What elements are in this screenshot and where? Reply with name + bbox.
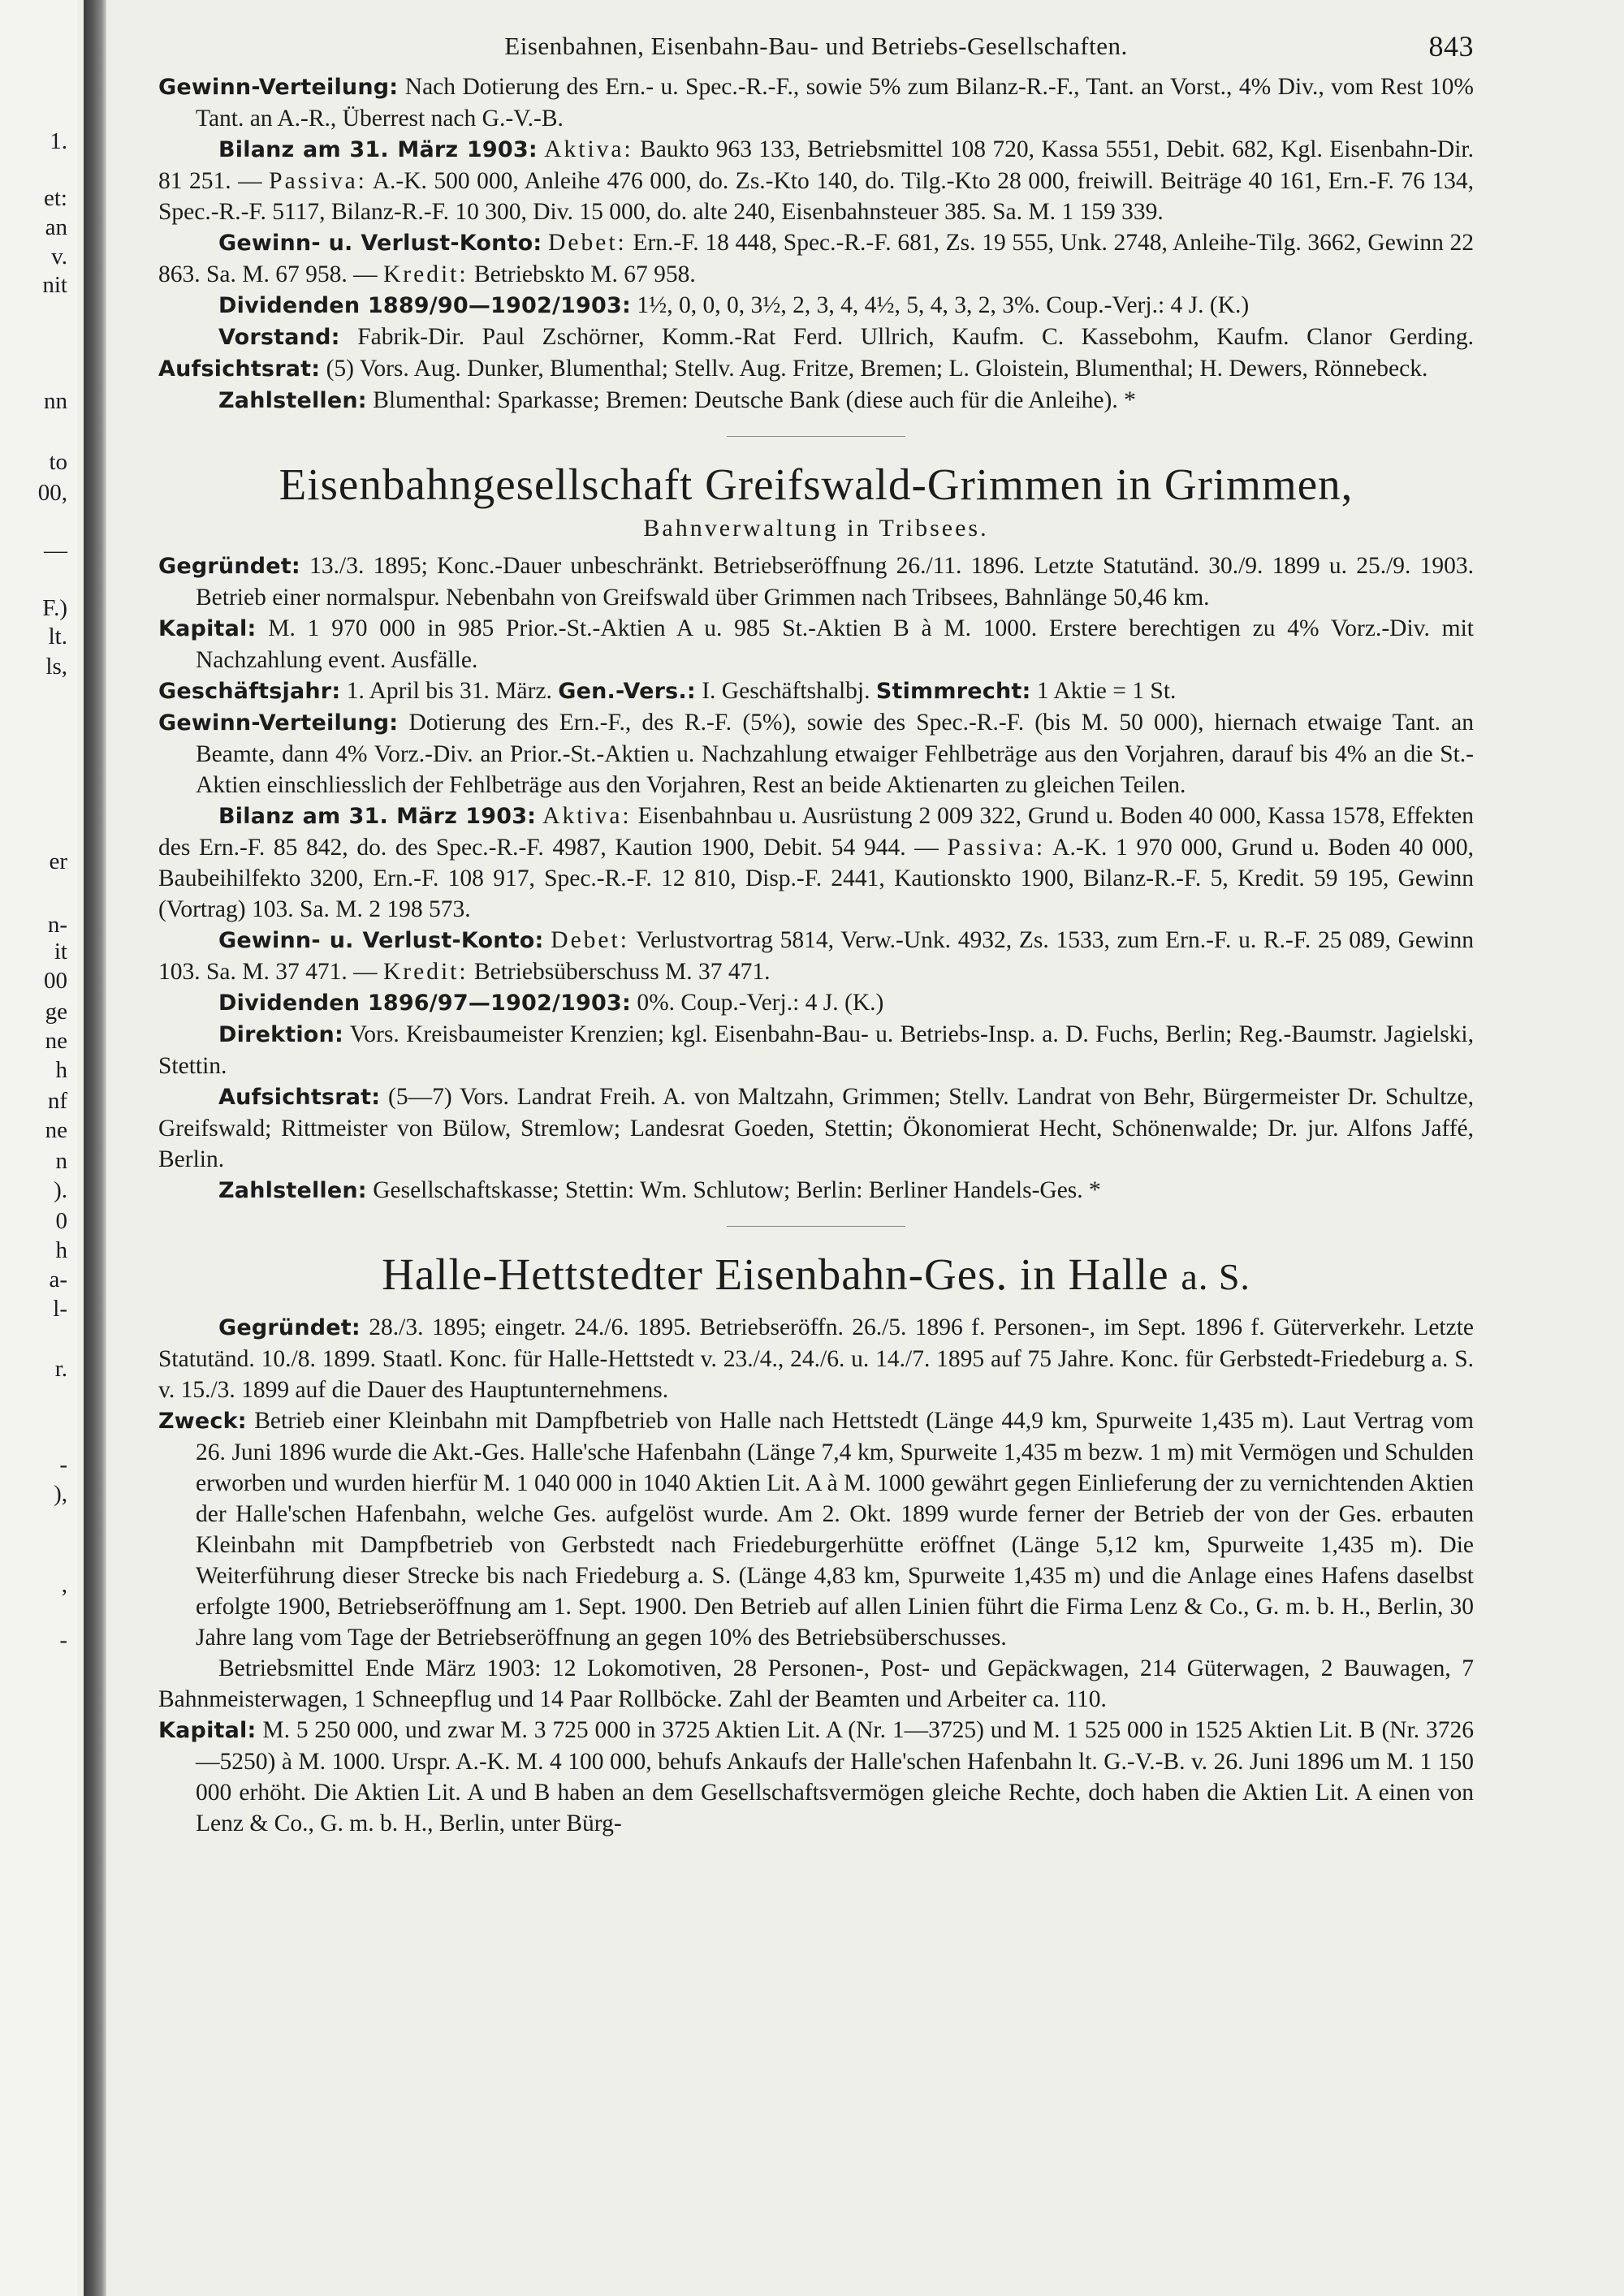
label: Gegründet:: [218, 1315, 361, 1340]
debet-label: Debet:: [548, 230, 627, 256]
entry-subtitle: Bahnverwaltung in Tribsees.: [643, 515, 989, 542]
label: Vorstand:: [218, 325, 340, 350]
gutter-fragment: 1.: [50, 128, 67, 154]
text: 1 Aktie = 1 St.: [1036, 678, 1177, 704]
entry-title-suffix: a. S.: [1181, 1256, 1250, 1297]
gutter-fragment: n: [55, 1148, 67, 1174]
dividenden: [158, 987, 1474, 1019]
entry-title: [158, 1246, 1474, 1306]
label: Zahlstellen:: [218, 388, 367, 413]
gutter-fragment: nf: [47, 1088, 67, 1114]
separator-line: [727, 1226, 905, 1227]
direktion: [158, 1019, 1474, 1081]
gewinn-verteilung: [158, 707, 1474, 801]
previous-page-margin: [0, 0, 77, 2296]
label: Gewinn-Verteilung:: [158, 75, 399, 100]
text: I. Geschäftshalbj.: [702, 678, 870, 704]
text: Betriebsmittel Ende März 1903: 12 Lokomotiven, 28 Personen-, Post- und Gepäckwagen, 214 Güterwagen, 2 Bauwagen, 7 Bahnmeisterwagen, 1 Schneepflug und 14 Paar Rollböcke. Zahl der Beamten und Arbeiter ca. 110.: [158, 1655, 1474, 1712]
gewinn-verteilung: [158, 71, 1474, 134]
label: Gen.-Vers.:: [558, 679, 696, 704]
text: Blumenthal: Sparkasse; Bremen: Deutsche Bank (diese auch für die Anleihe). *: [373, 387, 1136, 413]
gutter-fragment: 0: [55, 1208, 67, 1234]
entry-title: Eisenbahngesellschaft Greifswald-Grimmen in Grimmen,: [279, 460, 1354, 509]
gutter-fragment: et:: [44, 185, 67, 211]
label: Kapital:: [158, 1718, 257, 1743]
text: Gesellschaftskasse; Stettin: Wm. Schlutow; Berlin: Berliner Handels-Ges. *: [373, 1177, 1101, 1203]
label: Geschäftsjahr:: [158, 679, 341, 704]
entry-halle-hettstedter: [158, 1246, 1474, 1839]
gutter-fragment: v.: [51, 244, 67, 270]
text: Betrieb einer Kleinbahn mit Dampfbetrieb von Halle nach Hettstedt (Länge 44,9 km, Spurweite 1,435 m). Laut Vertrag vom 26. Juni 1896 wurde die Akt.-Ges. Halle'sche Hafenbahn (Länge 7,4 km, Spurweite 1,435 m bezw. 1 m) mit Vermögen und Schulden erworben und wurden hierfür M. 1 040 000 in 1040 Aktien Lit. A à M. 1000 gewährt gegen Einlieferung der zu vernichtenden Aktien der Halle'schen Hafenbahn, welche Ges. aufgelöst wurde. Am 2. Okt. 1899 wurde ferner der Betrieb der von der Ges. erbauten Kleinbahn mit Dampfbetrieb von Gerbstedt nach Friedeburgerhütte eröffnet (Länge 5,12 km, Spurweite 1,435 m). Die Weiterführung dieser Strecke bis nach Friedeburg a. S. (Länge 4,83 km, Spurweite 1,435 m) und die Anlage eines Hafens daselbst erfolgte 1900, Betriebseröffnung am 1. Sept. 1900. Den Betrieb auf allen Linien führt die Firma Lenz & Co., G. m. b. H., Berlin, 30 Jahre lang vom Tage der Betriebseröffnung an gegen 10% des Betriebsüberschusses.: [196, 1408, 1475, 1651]
betriebsmittel: [158, 1653, 1474, 1715]
debet-label: Debet:: [551, 927, 629, 953]
gutter-fragment: ne: [45, 1028, 67, 1054]
gutter-fragment: ,: [61, 1572, 67, 1598]
text: M. 5 250 000, und zwar M. 3 725 000 in 3725 Aktien Lit. A (Nr. 1—3725) und M. 1 525 000 in 1525 Aktien Lit. B (Nr. 3726—5250) à M. 1000. Urspr. A.-K. M. 4 100 000, behufs Ankaufs der Halle'schen Hafenbahn lt. G.-V.-B. v. 26. Juni 1896 um M. 1 150 000 erhöht. Die Aktien Lit. A und B haben an dem Gesellschaftsvermögen gleiche Rechte, doch haben die Aktien Lit. A einen von Lenz & Co., G. m. b. H., Berlin, unter Bürg-: [196, 1717, 1474, 1836]
gutter-fragment: ge: [45, 999, 67, 1025]
label: Zweck:: [158, 1409, 247, 1434]
label: Stimmrecht:: [875, 679, 1031, 704]
gutter-fragment: ),: [54, 1481, 67, 1507]
gutter-fragment: n-: [47, 912, 67, 938]
gutter-fragment: er: [49, 848, 67, 874]
bilanz: [158, 801, 1474, 925]
vorstand: [158, 322, 1474, 385]
gutter-fragment: ls,: [45, 654, 67, 680]
label: Bilanz am 31. März 1903:: [218, 804, 537, 829]
book-binding-shadow: [84, 0, 106, 2296]
gegruendet: [158, 550, 1474, 613]
text: 13./3. 1895; Konc.-Dauer unbeschränkt. Betriebseröffnung 26./11. 1896. Letzte Statutänd. 30./9. 1899 u. 25./9. 1903. Betrieb einer normalspur. Nebenbahn von Greifswald über Grimmen nach Tribsees, Bahnlänge 50,46 km.: [196, 553, 1475, 611]
aufsichtsrat: [158, 1081, 1474, 1175]
aktiva-label: Aktiva:: [544, 136, 633, 162]
separator-line: [727, 436, 905, 437]
passiva-label: Passiva:: [947, 835, 1046, 861]
gutter-fragment: h: [55, 1057, 67, 1083]
gutter-fragment: a-: [49, 1267, 67, 1293]
text: (5—7) Vors. Landrat Freih. A. von Maltzahn, Grimmen; Stellv. Landrat von Behr, Bürgermeister Dr. Schultze, Greifswald; Rittmeister von Bülow, Stremlow; Landesrat Goeden, Stettin; Ökonomierat Hecht, Schönenwalde; Dr. jur. Alfons Jaffé, Berlin.: [158, 1084, 1474, 1172]
gutter-fragment: F.): [42, 595, 67, 621]
text: 1½, 0, 0, 0, 3½, 2, 3, 4, 4½, 5, 4, 3, 2, 3%. Coup.-Verj.: 4 J. (K.): [637, 292, 1250, 318]
entry-continued: [158, 71, 1474, 416]
label: Aufsichtsrat:: [158, 356, 321, 382]
label: Aufsichtsrat:: [218, 1085, 381, 1110]
gutter-fragment: ).: [54, 1177, 67, 1203]
label: Gegründet:: [158, 554, 300, 579]
text: (5) Vors. Aug. Dunker, Blumenthal; Stellv. Aug. Fritze, Bremen; L. Gloistein, Blumenthal; H. Dewers, Rönnebeck.: [326, 356, 1428, 382]
label: Bilanz am 31. März 1903:: [218, 137, 538, 162]
aktiva-label: Aktiva:: [542, 803, 632, 829]
zahlstellen: [158, 1175, 1474, 1206]
gutter-fragment: an: [45, 214, 67, 240]
bilanz: [158, 134, 1474, 227]
running-header: [158, 31, 1474, 71]
gutter-fragment: -: [59, 1452, 67, 1478]
geschaeftsjahr: [158, 675, 1474, 707]
gutter-fragment: to: [49, 449, 67, 475]
text: Ern.-F. 18 448, Spec.-R.-F. 681, Zs. 19 555, Unk. 2748, Anleihe-Tilg. 3662, Gewinn 22 863. Sa. M. 67 958. —: [158, 230, 1475, 287]
text: M. 1 970 000 in 985 Prior.-St.-Aktien A u. 985 St.-Aktien B à M. 1000. Erstere berechtigen zu 4% Vorz.-Div. mit Nachzahlung event. Ausfälle.: [196, 615, 1474, 673]
zweck: [158, 1405, 1474, 1653]
text: Nach Dotierung des Ern.- u. Spec.-R.-F., sowie 5% zum Bilanz-R.-F., Tant. an Vorst., 4% Div., vom Rest 10% Tant. an A.-R., Überrest nach G.-V.-B.: [196, 74, 1475, 132]
kredit-label: Kredit:: [382, 959, 469, 985]
gegruendet: [158, 1312, 1474, 1405]
label: Kapital:: [158, 616, 257, 641]
label: Gewinn- u. Verlust-Konto:: [218, 231, 542, 256]
gutter-fragment: 00,: [37, 480, 67, 506]
gewinn-verlust-konto: [158, 227, 1474, 290]
text: Dotierung des Ern.-F., des R.-F. (5%), sowie des Spec.-R.-F. (bis M. 50 000), hiernach etwaige Tant. an Beamte, dann 4% Vorz.-Div. an Prior.-St.-Aktien u. Nachzahlung etwaiger Fehlbeträge aus den Vorjahren, darauf bis 4% an die St.-Aktien einschliesslich der Fehlbeträge aus den Vorjahren, Rest an beide Aktienarten zu gleichen Teilen.: [196, 710, 1475, 798]
kredit-label: Kredit:: [382, 261, 469, 287]
passiva-label: Passiva:: [269, 168, 367, 194]
page-843: [158, 31, 1474, 1839]
label: Gewinn- u. Verlust-Konto:: [218, 928, 544, 953]
gewinn-verlust-konto: [158, 925, 1474, 987]
dividenden: [158, 290, 1474, 322]
text: 28./3. 1895; eingetr. 24./6. 1895. Betriebseröffn. 26./5. 1896 f. Personen-, im Sept. 1896 f. Güterverkehr. Letzte Statutänd. 10./8. 1899. Staatl. Konc. für Halle-Hettstedt v. 23./4., 24./6. u. 14./7. 1895 auf 75 Jahre. Konc. für Gerbstedt-Friedeburg a. S. v. 15./3. 1899 auf die Dauer des Hauptunternehmens.: [158, 1314, 1474, 1403]
text: 1. April bis 31. März.: [346, 678, 552, 704]
text: 0%. Coup.-Verj.: 4 J. (K.): [637, 990, 884, 1016]
text: Verlustvortrag 5814, Verw.-Unk. 4932, Zs. 1533, zum Ern.-F. u. R.-F. 25 089, Gewinn 103. Sa. M. 37 471. —: [158, 927, 1475, 985]
gutter-fragment: ne: [45, 1117, 67, 1143]
gutter-fragment: h: [55, 1237, 67, 1263]
gutter-fragment: lt.: [48, 624, 67, 650]
entry-title-main: Halle-Hettstedter Eisenbahn-Ges. in Halle: [382, 1249, 1169, 1299]
header-title: Eisenbahnen, Eisenbahn-Bau- und Betriebs-Gesellschaften.: [504, 32, 1128, 60]
page-number: 843: [1428, 30, 1474, 63]
text: A.-K. 1 970 000, Grund u. Boden 40 000, Baubeihilfekto 3200, Ern.-F. 108 917, Spec.-R.-F. 12 810, Disp.-F. 2441, Kautionskto 1900, Bilanz-R.-F. 5, Kredit. 59 195, Gewinn (Vortrag) 103. Sa. M. 2 198 573.: [158, 835, 1474, 922]
label: Gewinn-Verteilung:: [158, 710, 399, 736]
text: Betriebsüberschuss M. 37 471.: [473, 959, 771, 985]
gutter-fragment: it: [54, 939, 67, 965]
text: Baukto 963 133, Betriebsmittel 108 720, Kassa 5551, Debit. 682, Kgl. Eisenbahn-Dir. 81 251. —: [158, 136, 1475, 194]
label: Direktion:: [218, 1022, 343, 1047]
gutter-fragment: nit: [42, 272, 67, 298]
gutter-fragment: 00: [44, 968, 67, 994]
gutter-fragment: nn: [44, 388, 67, 414]
label: Zahlstellen:: [218, 1178, 367, 1203]
text: Eisenbahnbau u. Ausrüstung 2 009 322, Grund u. Boden 40 000, Kassa 1578, Effekten des Ern.-F. 85 842, do. des Spec.-R.-F. 4987, Kaution 1900, Debit. 54 944. —: [158, 803, 1475, 861]
label: Dividenden 1896/97—1902/1903:: [218, 990, 631, 1016]
zahlstellen: [158, 385, 1474, 416]
gutter-fragment: r.: [54, 1356, 67, 1382]
gutter-fragment: l-: [53, 1296, 67, 1322]
kapital: [158, 1715, 1474, 1839]
kapital: [158, 613, 1474, 675]
gutter-fragment: -: [59, 1627, 67, 1653]
text: Betriebskto M. 67 958.: [473, 261, 696, 287]
entry-greifswald-grimmen: [158, 456, 1474, 1206]
text: Fabrik-Dir. Paul Zschörner, Komm.-Rat Ferd. Ullrich, Kaufm. C. Kassebohm, Kaufm. Clanor Gerding.: [357, 324, 1474, 350]
text: A.-K. 500 000, Anleihe 476 000, do. Zs.-Kto 140, do. Tilg.-Kto 28 000, freiwill. Beiträge 40 161, Ern.-F. 76 134, Spec.-R.-F. 5117, Bilanz-R.-F. 10 300, Div. 15 000, do. alte 240, Eisenbahnsteuer 385. Sa. M. 1 159 339.: [158, 168, 1475, 225]
gutter-fragment: —: [44, 537, 67, 563]
label: Dividenden 1889/90—1902/1903:: [218, 293, 631, 318]
text: Vors. Kreisbaumeister Krenzien; kgl. Eisenbahn-Bau- u. Betriebs-Insp. a. D. Fuchs, Berlin; Reg.-Baumstr. Jagielski, Stettin.: [158, 1021, 1474, 1079]
